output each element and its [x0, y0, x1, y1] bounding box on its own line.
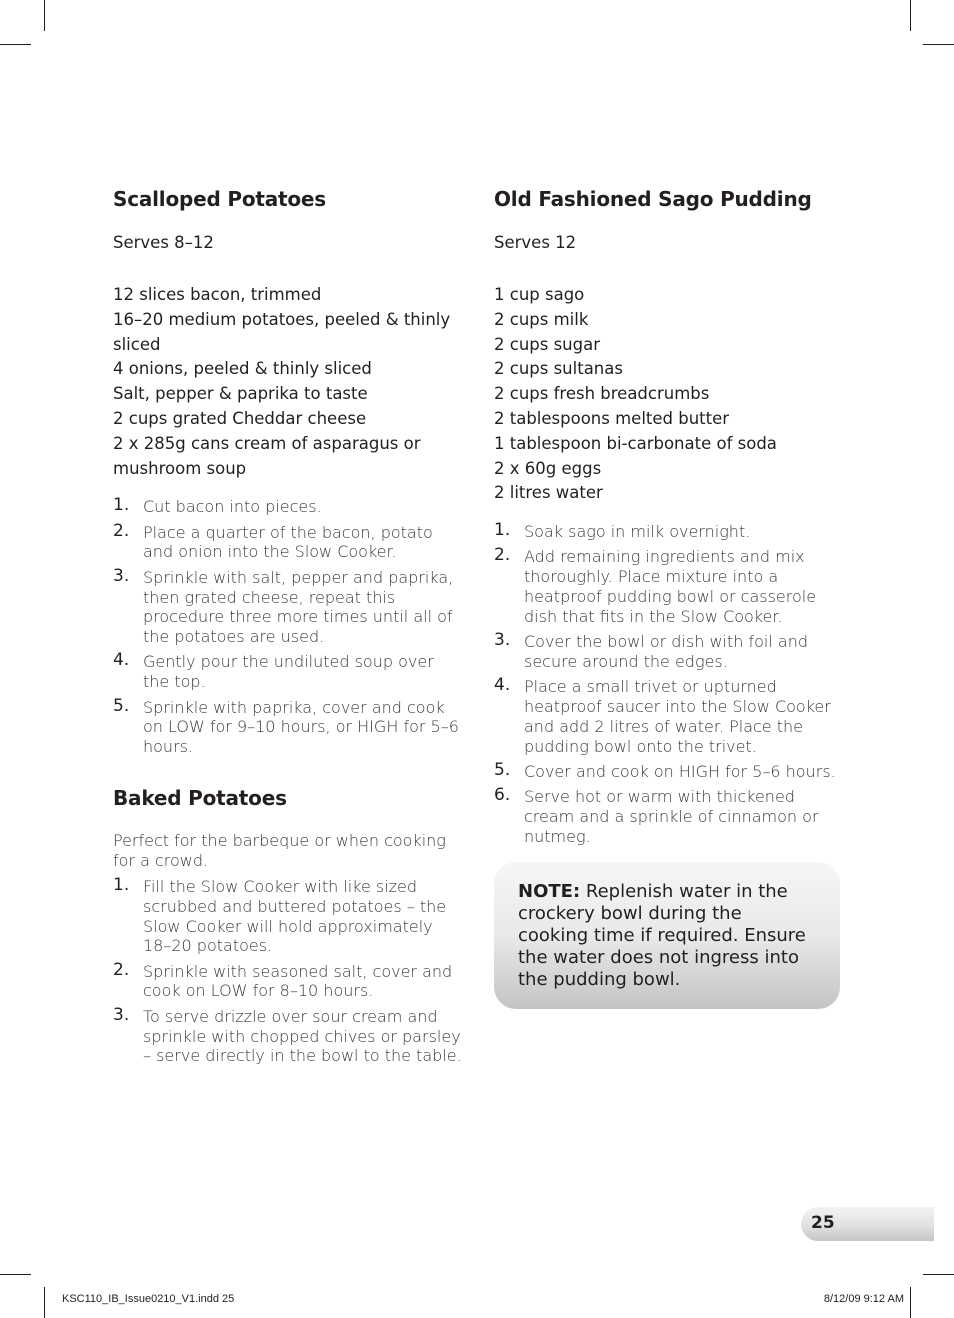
method-step: [113, 497, 463, 517]
method-step: [494, 632, 839, 672]
step-text: Place a quarter of the bacon, potato and onion into the Slow Cooker.: [143, 522, 433, 562]
step-number: 2.: [494, 545, 511, 566]
crop-mark: [44, 1287, 45, 1318]
step-number: 5.: [113, 695, 130, 716]
ingredient-item: 1 cup sago: [494, 285, 585, 304]
method-step: [494, 759, 839, 782]
method-step: [113, 695, 463, 757]
step-text: Sprinkle with salt, pepper and paprika, then grated cheese, repeat this procedure three more times until all of the potatoes are used.: [143, 567, 454, 647]
page-number-tab: [801, 1207, 934, 1241]
step-number: 1.: [113, 874, 130, 895]
step-number: 1.: [494, 520, 511, 541]
crop-mark: [44, 0, 45, 31]
method-step: [113, 1004, 463, 1066]
step-text: Fill the Slow Cooker with like sized scrubbed and buttered potatoes – the Slow Cooker will hold approximately 18–20 potatoes.: [143, 876, 447, 956]
ingredient-list: [494, 283, 839, 506]
ingredient-item: 2 cups sugar: [494, 334, 601, 354]
crop-mark: [923, 1274, 954, 1275]
step-number: 3.: [113, 565, 130, 586]
method-step: [494, 522, 839, 542]
step-text: Cover and cook on HIGH for 5–6 hours.: [524, 761, 836, 781]
crop-mark: [910, 1287, 911, 1318]
method-step: [113, 520, 463, 563]
method-step: [494, 677, 839, 756]
recipe-title-scalloped-potatoes: Scalloped Potatoes: [113, 187, 326, 211]
ingredient-item: 4 onions, peeled & thinly sliced: [113, 359, 372, 379]
file-slug: KSC110_IB_Issue0210_V1.indd 25: [62, 1293, 235, 1305]
ingredient-item: 2 cups grated Cheddar cheese: [113, 408, 367, 428]
step-text: Sprinkle with paprika, cover and cook on LOW for 9–10 hours, or HIGH for 5–6 hours.: [143, 697, 459, 757]
method-steps: [113, 874, 463, 1066]
step-number: 6.: [494, 785, 511, 806]
method-steps: [113, 497, 463, 757]
crop-mark: [910, 0, 911, 31]
method-step: [494, 787, 839, 846]
method-step: [113, 565, 463, 647]
method-steps: [494, 522, 839, 846]
step-number: 2.: [113, 520, 130, 541]
crop-mark: [923, 44, 954, 45]
ingredient-item: 2 x 285g cans cream of asparagus or mushroom soup: [113, 433, 421, 478]
step-number: 5.: [494, 759, 511, 780]
ingredient-item: Salt, pepper & paprika to taste: [113, 384, 368, 404]
ingredient-item: 2 x 60g eggs: [494, 458, 602, 478]
ingredient-item: 2 cups milk: [494, 309, 589, 329]
recipe-intro: Perfect for the barbeque or when cooking for a crowd.: [113, 830, 446, 870]
step-number: 3.: [494, 630, 511, 651]
step-text: Cut bacon into pieces.: [143, 497, 322, 517]
method-step: [113, 874, 463, 956]
step-text: Gently pour the undiluted soup over the top.: [143, 652, 434, 692]
step-number: 1.: [113, 495, 130, 516]
ingredient-item: 2 cups sultanas: [494, 359, 623, 379]
left-column: [113, 186, 463, 1072]
step-text: Place a small trivet or upturned heatproof saucer into the Slow Cooker and add 2 litres of water. Place the pudding bowl onto the trivet.: [524, 677, 831, 756]
note-text: Replenish water in the crockery bowl during the cooking time if required. Ensure the water does not ingress into the pudding bowl.: [518, 881, 806, 990]
note-box: [494, 862, 840, 1009]
crop-mark: [0, 44, 31, 45]
ingredient-item: 2 litres water: [494, 483, 603, 503]
method-step: [494, 547, 839, 626]
step-number: 4.: [494, 675, 511, 696]
ingredient-item: 16–20 medium potatoes, peeled & thinly sliced: [113, 309, 451, 354]
page-number: 25: [811, 1213, 835, 1233]
step-number: 4.: [113, 650, 130, 671]
ingredient-item: 2 cups fresh breadcrumbs: [494, 384, 710, 404]
date-slug: 8/12/09 9:12 AM: [823, 1293, 904, 1305]
step-number: 2.: [113, 959, 130, 980]
method-step: [113, 959, 463, 1002]
step-text: Cover the bowl or dish with foil and secure around the edges.: [524, 632, 808, 671]
ingredient-list: [113, 283, 463, 481]
right-column: [494, 186, 839, 852]
note-label: NOTE:: [518, 881, 581, 902]
ingredient-item: 12 slices bacon, trimmed: [113, 285, 322, 304]
step-text: Soak sago in milk overnight.: [524, 522, 751, 542]
ingredient-item: 1 tablespoon bi-carbonate of soda: [494, 433, 777, 453]
baked-potatoes-section: [113, 785, 463, 1066]
step-text: Sprinkle with seasoned salt, cover and cook on LOW for 8–10 hours.: [143, 961, 453, 1001]
step-number: 3.: [113, 1004, 130, 1025]
crop-mark: [0, 1274, 31, 1275]
ingredient-item: 2 tablespoons melted butter: [494, 408, 730, 428]
step-text: Serve hot or warm with thickened cream and a sprinkle of cinnamon or nutmeg.: [524, 787, 819, 846]
serves-label: Serves 12: [494, 233, 577, 252]
step-text: Add remaining ingredients and mix thoroughly. Place mixture into a heatproof pudding bowl or casserole dish that fits in the Slow Cooker.: [524, 547, 817, 626]
recipe-title-baked-potatoes: Baked Potatoes: [113, 785, 287, 810]
method-step: [113, 652, 463, 692]
step-text: To serve drizzle over sour cream and sprinkle with chopped chives or parsley – serve directly in the bowl to the table.: [143, 1006, 462, 1066]
serves-label: Serves 8–12: [113, 233, 214, 252]
recipe-title-sago-pudding: Old Fashioned Sago Pudding: [494, 187, 812, 211]
